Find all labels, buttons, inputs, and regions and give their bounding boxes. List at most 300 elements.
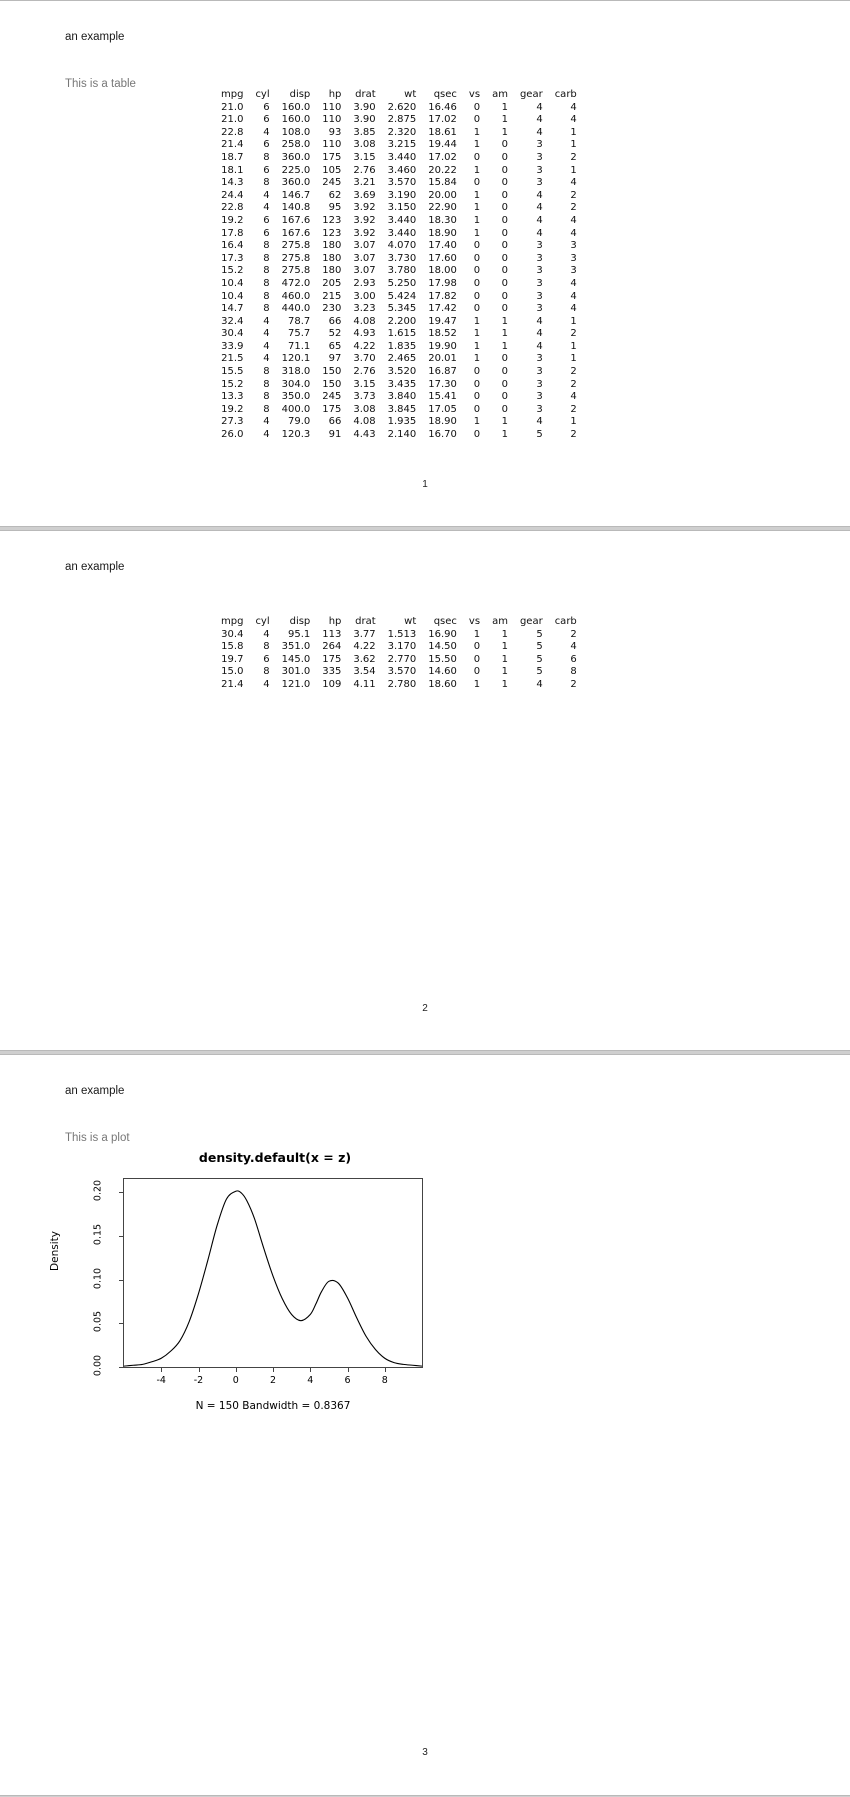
table-cell: 2.76 — [353, 366, 376, 378]
x-tick-label: 6 — [344, 1375, 351, 1386]
table-body — [215, 629, 583, 692]
table-row — [215, 404, 583, 417]
table-cell: 0 — [501, 227, 508, 239]
density-plot — [48, 1150, 485, 1450]
table-cell: 6 — [263, 227, 270, 239]
column-header: wt — [404, 616, 417, 627]
table-cell: 17.98 — [428, 277, 457, 289]
table-cell: 2 — [570, 189, 577, 201]
table-cell: 275.8 — [281, 252, 311, 264]
table-cell: 4 — [570, 290, 577, 302]
table-cell: 160.0 — [281, 101, 311, 113]
table-cell: 19.90 — [428, 340, 457, 352]
table-cell: 472.0 — [281, 277, 311, 289]
table-cell: 1 — [570, 164, 577, 176]
table-cell: 1 — [473, 189, 481, 201]
table-cell: 4 — [263, 126, 270, 138]
table-cell: 1 — [473, 353, 481, 365]
table-row — [215, 240, 583, 253]
table-cell: 16.87 — [428, 366, 457, 378]
page-title: an example — [65, 561, 125, 573]
table-cell: 175 — [322, 653, 342, 665]
table-cell: 0 — [473, 252, 481, 264]
table-cell: 22.90 — [428, 202, 457, 214]
table-cell: 1 — [501, 126, 508, 138]
table-row — [215, 152, 583, 165]
table-cell: 14.3 — [221, 177, 244, 189]
table-cell: 0 — [501, 139, 508, 151]
table-row — [215, 353, 583, 366]
table-row — [215, 654, 583, 667]
table-cell: 1 — [501, 653, 508, 665]
table-cell: 18.1 — [221, 164, 244, 176]
table-cell: 22.8 — [221, 202, 244, 214]
table-cell: 0 — [473, 101, 481, 113]
table-cell: 66 — [328, 416, 342, 428]
table-cell: 3 — [570, 265, 577, 277]
table-cell: 4 — [570, 391, 577, 403]
table-cell: 8 — [263, 277, 270, 289]
table-cell: 1.513 — [387, 628, 417, 640]
plot-title: density.default(x = z) — [198, 1150, 352, 1165]
table-cell: 32.4 — [221, 315, 244, 327]
table-cell: 0 — [501, 202, 508, 214]
table-cell: 1 — [501, 328, 508, 340]
table-cell: 3.62 — [353, 653, 376, 665]
table-header-row — [215, 89, 583, 102]
table-cell: 6 — [263, 164, 270, 176]
table-cell: 3 — [536, 290, 543, 302]
table-cell: 4 — [536, 328, 543, 340]
table-cell: 4 — [570, 101, 577, 113]
table-cell: 95 — [328, 202, 342, 214]
table-cell: 2 — [570, 328, 577, 340]
table-cell: 17.40 — [428, 240, 457, 252]
x-tick-mark — [199, 1368, 200, 1372]
table-cell: 4 — [263, 429, 270, 441]
table-cell: 19.7 — [221, 653, 244, 665]
table-cell: 113 — [322, 628, 342, 640]
table-cell: 8 — [263, 290, 270, 302]
y-tick-label: 0.20 — [92, 1180, 104, 1202]
table-cell: 18.7 — [221, 151, 244, 163]
y-tick-mark — [119, 1192, 123, 1193]
table-row — [215, 202, 583, 215]
table-cell: 304.0 — [281, 378, 311, 390]
table-cell: 6 — [263, 114, 270, 126]
table-cell: 3.440 — [387, 227, 417, 239]
table-cell: 3.840 — [387, 391, 417, 403]
column-header: wt — [404, 89, 417, 100]
table-cell: 8 — [263, 265, 270, 277]
table-cell: 17.82 — [428, 290, 457, 302]
column-header: hp — [328, 89, 342, 100]
table-cell: 167.6 — [281, 214, 311, 226]
x-tick-label: 8 — [381, 1375, 388, 1386]
table-cell: 8 — [263, 240, 270, 252]
table-cell: 4 — [570, 303, 577, 315]
table-cell: 400.0 — [281, 403, 311, 415]
x-tick-mark — [385, 1368, 386, 1372]
table-cell: 65 — [328, 340, 342, 352]
table-cell: 0 — [473, 429, 481, 441]
table-cell: 8 — [263, 151, 270, 163]
table-cell: 15.2 — [221, 265, 244, 277]
table-cell: 230 — [322, 303, 342, 315]
column-header: disp — [289, 89, 311, 100]
table-cell: 3 — [536, 403, 543, 415]
table-cell: 245 — [322, 177, 342, 189]
table-cell: 180 — [322, 240, 342, 252]
table-cell: 3 — [536, 139, 543, 151]
table-cell: 4 — [536, 214, 543, 226]
table-cell: 4 — [570, 114, 577, 126]
table-row — [215, 416, 583, 429]
table-cell: 6 — [263, 214, 270, 226]
table-row — [215, 215, 583, 228]
table-row — [215, 391, 583, 404]
table-cell: 3.54 — [353, 666, 376, 678]
table-cell: 2.875 — [387, 114, 417, 126]
x-tick-label: 2 — [269, 1375, 277, 1386]
table-cell: 150 — [322, 378, 342, 390]
table-cell: 2 — [570, 378, 577, 390]
table-cell: 0 — [473, 265, 481, 277]
table-row — [215, 616, 583, 629]
table-cell: 3.92 — [353, 227, 376, 239]
table-cell: 4 — [536, 202, 543, 214]
table-cell: 2 — [570, 202, 577, 214]
table-cell: 5 — [536, 653, 543, 665]
column-header: cyl — [255, 616, 270, 627]
table-cell: 245 — [322, 391, 342, 403]
table-cell: 123 — [322, 214, 342, 226]
table-cell: 3.90 — [353, 114, 376, 126]
table-cell: 2 — [570, 678, 577, 690]
y-tick-label: 0.15 — [92, 1223, 104, 1245]
table-cell: 21.4 — [221, 139, 244, 151]
table-cell: 3 — [570, 252, 577, 264]
table-cell: 79.0 — [288, 416, 311, 428]
table-cell: 3.23 — [353, 303, 376, 315]
table-cell: 0 — [501, 403, 508, 415]
table-cell: 258.0 — [281, 139, 311, 151]
table-row — [215, 666, 583, 679]
table-cell: 15.2 — [221, 378, 244, 390]
table-cell: 2.465 — [387, 353, 417, 365]
table-cell: 0 — [473, 177, 481, 189]
column-header: vs — [468, 89, 481, 100]
table-cell: 146.7 — [281, 189, 311, 201]
table-cell: 2.140 — [387, 429, 417, 441]
page-title: an example — [65, 1085, 125, 1097]
table-cell: 335 — [322, 666, 342, 678]
x-tick-mark — [273, 1368, 274, 1372]
table-cell: 14.7 — [221, 303, 244, 315]
table-cell: 3.215 — [387, 139, 417, 151]
table-cell: 0 — [501, 177, 508, 189]
table-cell: 3.440 — [387, 151, 417, 163]
table-cell: 10.4 — [221, 290, 244, 302]
table-cell: 1 — [501, 315, 508, 327]
table-cell: 10.4 — [221, 277, 244, 289]
table-cell: 16.90 — [428, 628, 457, 640]
table-cell: 91 — [328, 429, 342, 441]
table-cell: 0 — [501, 240, 508, 252]
column-header: am — [492, 616, 508, 627]
table-cell: 8 — [263, 303, 270, 315]
column-header: cyl — [255, 89, 270, 100]
table-cell: 18.30 — [428, 214, 457, 226]
table-cell: 8 — [263, 252, 270, 264]
table-cell: 78.7 — [288, 315, 311, 327]
table-cell: 1.615 — [387, 328, 417, 340]
table-cell: 3.07 — [353, 265, 376, 277]
table-cell: 15.0 — [221, 666, 244, 678]
table-cell: 8 — [570, 666, 577, 678]
table-cell: 1 — [570, 139, 577, 151]
table-cell: 8 — [263, 391, 270, 403]
table-cell: 109 — [322, 678, 342, 690]
table-cell: 95.1 — [288, 628, 311, 640]
table-cell: 6 — [263, 139, 270, 151]
table-cell: 0 — [473, 366, 481, 378]
column-header: vs — [468, 616, 481, 627]
table-row — [215, 190, 583, 203]
table-cell: 0 — [473, 151, 481, 163]
table-cell: 1 — [473, 139, 481, 151]
table-cell: 108.0 — [281, 126, 311, 138]
table-cell: 180 — [322, 265, 342, 277]
table-cell: 2 — [570, 429, 577, 441]
table-cell: 1 — [570, 416, 577, 428]
table-cell: 3 — [536, 366, 543, 378]
table-cell: 13.3 — [221, 391, 244, 403]
page-number: 2 — [422, 1003, 428, 1014]
table-cell: 4.11 — [353, 678, 376, 690]
table-cell: 110 — [322, 114, 342, 126]
table-row — [215, 316, 583, 329]
table-cell: 17.02 — [428, 151, 457, 163]
table-cell: 17.42 — [428, 303, 457, 315]
table-cell: 4 — [536, 315, 543, 327]
table-cell: 0 — [473, 290, 481, 302]
table-cell: 3.08 — [353, 403, 376, 415]
table-cell: 66 — [328, 315, 342, 327]
table-cell: 30.4 — [221, 328, 244, 340]
table-cell: 20.22 — [428, 164, 457, 176]
table-cell: 21.4 — [221, 678, 244, 690]
table-cell: 205 — [322, 277, 342, 289]
table-cell: 5 — [536, 628, 543, 640]
table-cell: 360.0 — [281, 151, 311, 163]
table-cell: 1 — [501, 101, 508, 113]
table-cell: 3.70 — [353, 353, 376, 365]
table-cell: 1 — [473, 214, 481, 226]
table-cell: 3 — [536, 378, 543, 390]
table-cell: 0 — [473, 114, 481, 126]
table-cell: 24.4 — [221, 189, 244, 201]
table-cell: 1 — [473, 340, 481, 352]
table-cell: 93 — [328, 126, 342, 138]
table-cell: 4 — [570, 214, 577, 226]
table-cell: 4 — [263, 628, 270, 640]
table-cell: 17.8 — [221, 227, 244, 239]
table-cell: 8 — [263, 403, 270, 415]
table-cell: 3 — [536, 252, 543, 264]
table-cell: 14.60 — [428, 666, 457, 678]
y-axis-label: Density — [48, 1231, 61, 1271]
table-caption: This is a table — [65, 78, 136, 90]
table-cell: 1 — [501, 666, 508, 678]
table-cell: 26.0 — [221, 429, 244, 441]
table-cell: 17.05 — [428, 403, 457, 415]
table-cell: 318.0 — [281, 366, 311, 378]
table-cell: 1 — [570, 126, 577, 138]
table-cell: 5.250 — [387, 277, 417, 289]
table-cell: 21.0 — [221, 101, 244, 113]
table-cell: 1 — [501, 340, 508, 352]
table-cell: 3.780 — [387, 265, 417, 277]
table-cell: 8 — [263, 366, 270, 378]
table-cell: 1 — [570, 353, 577, 365]
table-cell: 3.570 — [387, 177, 417, 189]
table-cell: 5 — [536, 641, 543, 653]
table-cell: 2 — [570, 151, 577, 163]
table-cell: 8 — [263, 666, 270, 678]
x-axis-label: N = 150 Bandwidth = 0.8367 — [195, 1400, 351, 1412]
column-header: mpg — [221, 89, 244, 100]
table-cell: 1 — [473, 328, 481, 340]
table-cell: 0 — [501, 303, 508, 315]
density-curve — [124, 1179, 422, 1367]
page-number: 3 — [422, 1747, 428, 1758]
table-cell: 0 — [501, 277, 508, 289]
y-tick-label: 0.00 — [92, 1354, 104, 1377]
table-cell: 121.0 — [281, 678, 311, 690]
table-cell: 4 — [570, 277, 577, 289]
table-cell: 0 — [501, 290, 508, 302]
table-cell: 3 — [536, 303, 543, 315]
table-cell: 2.200 — [387, 315, 417, 327]
column-header: disp — [289, 616, 311, 627]
table-cell: 225.0 — [281, 164, 311, 176]
table-cell: 4 — [263, 416, 270, 428]
table-cell: 180 — [322, 252, 342, 264]
table-cell: 0 — [473, 303, 481, 315]
mtcars-table-page-2 — [215, 616, 583, 692]
table-cell: 1.935 — [387, 416, 417, 428]
column-header: qsec — [433, 89, 457, 100]
table-row — [215, 641, 583, 654]
x-tick-mark — [310, 1368, 311, 1372]
page-3 — [0, 1054, 850, 1796]
table-cell: 15.8 — [221, 641, 244, 653]
table-cell: 3.90 — [353, 101, 376, 113]
table-cell: 5.345 — [387, 303, 417, 315]
table-cell: 5 — [536, 666, 543, 678]
table-cell: 175 — [322, 403, 342, 415]
table-cell: 4 — [536, 416, 543, 428]
table-cell: 52 — [328, 328, 342, 340]
table-cell: 1 — [473, 315, 481, 327]
table-row — [215, 341, 583, 354]
table-cell: 160.0 — [281, 114, 311, 126]
table-cell: 4 — [536, 678, 543, 690]
column-header: mpg — [221, 616, 244, 627]
mtcars-table-page-1 — [215, 89, 583, 442]
table-cell: 215 — [322, 290, 342, 302]
table-cell: 264 — [322, 641, 342, 653]
table-cell: 4.22 — [353, 340, 376, 352]
table-cell: 460.0 — [281, 290, 311, 302]
table-row — [215, 165, 583, 178]
page-number: 1 — [422, 479, 428, 490]
table-cell: 1 — [570, 315, 577, 327]
table-row — [215, 303, 583, 316]
table-cell: 4 — [570, 177, 577, 189]
table-cell: 1 — [501, 678, 508, 690]
table-cell: 1 — [501, 416, 508, 428]
table-cell: 2.770 — [387, 653, 417, 665]
table-cell: 123 — [322, 227, 342, 239]
table-cell: 4 — [536, 101, 543, 113]
table-cell: 6 — [263, 653, 270, 665]
table-cell: 4 — [536, 189, 543, 201]
table-row — [215, 253, 583, 266]
table-cell: 4 — [536, 114, 543, 126]
table-cell: 3.460 — [387, 164, 417, 176]
table-cell: 3.85 — [353, 126, 376, 138]
table-cell: 167.6 — [281, 227, 311, 239]
x-tick-label: -2 — [193, 1375, 204, 1386]
table-cell: 3.520 — [387, 366, 417, 378]
table-cell: 120.3 — [281, 429, 311, 441]
table-cell: 3.00 — [353, 290, 376, 302]
table-cell: 110 — [322, 139, 342, 151]
column-header: hp — [328, 616, 342, 627]
table-row — [215, 429, 583, 442]
plot-area — [123, 1178, 423, 1368]
table-cell: 3.730 — [387, 252, 417, 264]
table-cell: 2 — [570, 628, 577, 640]
table-cell: 1 — [473, 227, 481, 239]
table-row — [215, 328, 583, 341]
table-cell: 0 — [473, 666, 481, 678]
table-cell: 0 — [473, 391, 481, 403]
table-cell: 4 — [536, 126, 543, 138]
table-cell: 4 — [263, 353, 270, 365]
table-cell: 0 — [501, 353, 508, 365]
table-cell: 0 — [473, 240, 481, 252]
table-cell: 2 — [570, 403, 577, 415]
table-cell: 20.00 — [428, 189, 457, 201]
table-cell: 1.835 — [387, 340, 417, 352]
table-cell: 2.780 — [387, 678, 417, 690]
table-cell: 0 — [501, 366, 508, 378]
table-cell: 75.7 — [288, 328, 311, 340]
table-cell: 120.1 — [281, 353, 311, 365]
y-tick-label: 0.05 — [92, 1311, 104, 1333]
table-row — [215, 629, 583, 642]
table-cell: 0 — [501, 189, 508, 201]
table-cell: 275.8 — [281, 265, 311, 277]
table-cell: 18.60 — [428, 678, 457, 690]
y-tick-label: 0.10 — [92, 1267, 104, 1289]
table-cell: 16.70 — [428, 429, 457, 441]
table-cell: 27.3 — [221, 416, 244, 428]
table-cell: 140.8 — [281, 202, 311, 214]
